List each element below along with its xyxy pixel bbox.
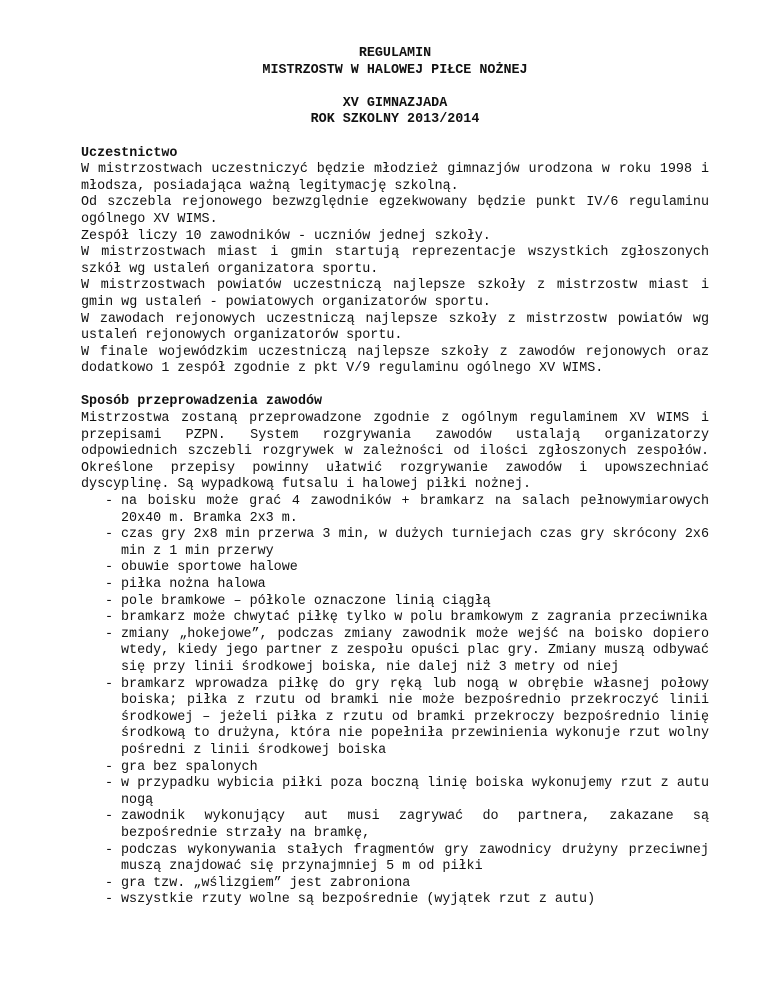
participation-paragraph: W mistrzostwach uczestniczyć będzie młodzież gimnazjów urodzona w roku 1998 i młodsza, posiadająca ważną legitymację szkolną. xyxy=(81,162,709,194)
list-item: - w przypadku wybicia piłki poza boczną linię boiska wykonujemy rzut z autu nogą xyxy=(81,776,709,809)
participation-paragraph: W finale wojewódzkim uczestniczą najlepsze szkoły z zawodów rejonowych oraz dodatkowo 1 zespół zgodnie z pkt V/9 regulaminu ogólnego XV WIMS. xyxy=(81,344,709,377)
spacer xyxy=(81,79,709,96)
school-year: ROK SZKOLNY 2013/2014 xyxy=(310,112,480,128)
procedure-intro: Mistrzostwa zostaną przeprowadzone zgodnie z ogólnym regulaminem XV WIMS i przepisami PZPN. System rozgrywania zawodów ustalają organizatorzy odpowiednich szczebli rozgrywek w zależności od ilości zgłoszonych zespołów. Określone przepisy powinny ułatwić rozgrywanie zawodów i upowszechniać dyscyplinę. Są wypadkową futsalu i halowej piłki nożnej. xyxy=(81,411,709,493)
list-item: - zmiany „hokejowe”, podczas zmiany zawodnik może wejść na boisko dopiero wtedy, kiedy jego partner z zespołu opuści plac gry. Zmiany muszą odbywać się przy linii środkowej boiska, nie dalej niż 3 metry od niej xyxy=(81,627,709,677)
participation-paragraph: W zawodach rejonowych uczestniczą najlepsze szkoły z mistrzostw powiatów wg ustaleń rejonowych organizatorów sportu. xyxy=(81,311,709,344)
list-item: - gra bez spalonych xyxy=(81,760,709,777)
list-item: - czas gry 2x8 min przerwa 3 min, w dużych turniejach czas gry skrócony 2x6 min z 1 min przerwy xyxy=(81,527,709,560)
section-heading-procedure: Sposób przeprowadzenia zawodów xyxy=(81,394,323,410)
list-item: - na boisku może grać 4 zawodników + bramkarz na salach pełnowymiarowych 20x40 m. Bramka 2x3 m. xyxy=(81,494,709,527)
participation-paragraph: Od szczebla rejonowego bezwzględnie egzekwowany będzie punkt IV/6 regulaminu ogólnego XV WIMS. xyxy=(81,195,709,227)
list-item: - bramkarz może chwytać piłkę tylko w polu bramkowym z zagrania przeciwnika xyxy=(81,610,709,627)
list-item: - bramkarz wprowadza piłkę do gry ręką lub nogą w obrębie własnej połowy boiska; piłka z rzutu od bramki nie może bezpośrednio przekroczyć linii środkowej – jeżeli piłka z rzutu od bramki przekroczy bezpośrednio linię środkową to drużyna, która nie popełniła przewinienia wykonuje rzut wolny pośredni z linii środkowej boiska xyxy=(81,677,709,760)
list-item: - zawodnik wykonujący aut musi zagrywać do partnera, zakazane są bezpośrednie strzały na bramkę, xyxy=(81,809,709,842)
list-item: - piłka nożna halowa xyxy=(81,577,709,594)
list-item: - podczas wykonywania stałych fragmentów gry zawodnicy drużyny przeciwnej muszą znajdować się przynajmniej 5 m od piłki xyxy=(81,843,709,876)
list-item: - gra tzw. „wślizgiem” jest zabroniona xyxy=(81,876,709,893)
list-item: - obuwie sportowe halowe xyxy=(81,560,709,577)
rules-list xyxy=(81,494,709,909)
spacer xyxy=(81,378,709,395)
document-title: REGULAMIN xyxy=(358,46,432,61)
document-page xyxy=(81,46,709,909)
document-subtitle: MISTRZOSTW W HALOWEJ PIŁCE NOŻNEJ xyxy=(262,62,528,78)
participation-paragraph: W mistrzostwach powiatów uczestniczą najlepsze szkoły z mistrzostw miast i gmin wg ustaleń - powiatowych organizatorów sportu. xyxy=(81,278,709,310)
spacer xyxy=(81,129,709,146)
event-name: XV GIMNAZJADA xyxy=(342,95,448,111)
participation-paragraph: Zespół liczy 10 zawodników - uczniów jednej szkoły. xyxy=(81,228,491,244)
participation-paragraph: W mistrzostwach miast i gmin startują reprezentacje wszystkich zgłoszonych szkół wg ustaleń organizatora sportu. xyxy=(81,245,709,277)
section-heading-participation: Uczestnictwo xyxy=(81,145,178,161)
list-item: - pole bramkowe – półkole oznaczone linią ciągłą xyxy=(81,594,709,611)
list-item: - wszystkie rzuty wolne są bezpośrednie (wyjątek rzut z autu) xyxy=(81,892,709,909)
